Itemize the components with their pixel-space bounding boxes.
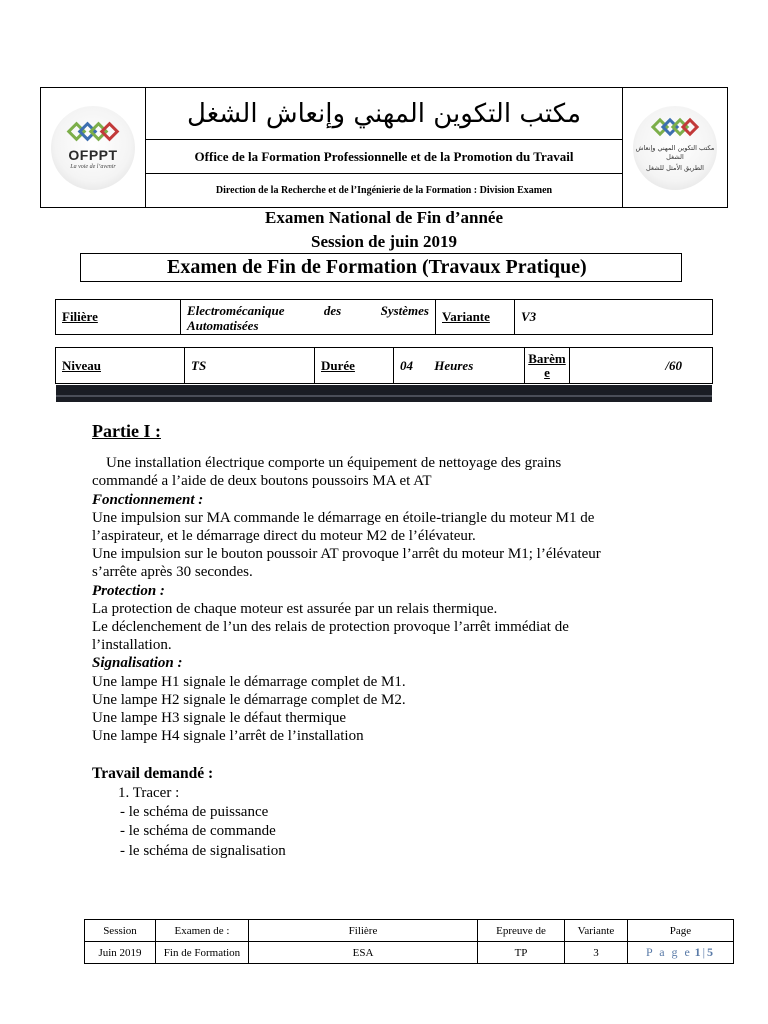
duree-value-unit: Heures (434, 357, 474, 373)
footer-header-cell: Filière (249, 920, 478, 942)
duree-label: Durée (321, 357, 355, 373)
footer-value-cell: Fin de Formation (156, 942, 249, 964)
partie-heading: Partie I : (92, 421, 161, 441)
prot-line-3: l’installation. (92, 637, 172, 654)
separator-bar-line (56, 395, 712, 397)
niveau-label-cell (56, 348, 185, 384)
intro-line-1: Une installation électrique comporte un équipement de nettoyage des grains (106, 455, 562, 472)
filiere-label-cell (56, 300, 181, 335)
filiere-label: Filière (62, 309, 98, 324)
bareme-label-cell (525, 348, 570, 384)
page-word: P a g e (645, 945, 692, 959)
page-separator: | (702, 945, 708, 959)
bareme-label-2: e (544, 364, 550, 380)
sig-line-1: Une lampe H1 signale le démarrage complet de M1. (92, 673, 406, 690)
bareme-value: /60 (570, 348, 713, 384)
fonct-line-2: l’aspirateur, et le démarrage direct du moteur M2 de l’élévateur. (92, 528, 476, 545)
filiere-word-1: Electromécanique (187, 302, 285, 318)
footer-value-cell: 3 (565, 942, 628, 964)
direction-name: Direction de la Recherche et de l’Ingénierie de la Formation : Division Examen (215, 185, 553, 196)
duree-value-num: 04 (400, 357, 413, 373)
exam-title: Examen National de Fin d’année (264, 208, 504, 227)
footer-value-cell: TP (478, 942, 565, 964)
intro-line-2: commandé a l’aide de deux boutons poussoirs MA et AT (92, 473, 432, 490)
separator-bar (56, 385, 712, 402)
exam-content (92, 422, 652, 861)
logo-left (41, 88, 146, 207)
session-title: Session de juin 2019 (311, 232, 457, 251)
filiere-value-line1 (187, 303, 429, 318)
logo-arabic-text: مكتب التكوين المهني وإنعاش الشغل (635, 143, 715, 161)
logo-tagline: La voie de l’avenir (70, 163, 116, 170)
footer-header-cell: Variante (565, 920, 628, 942)
footer-header-cell: Epreuve de (478, 920, 565, 942)
variante-value: V3 (515, 300, 713, 335)
header-center (146, 88, 622, 207)
task-item: - le schéma de signalisation (120, 842, 286, 859)
signalisation-heading: Signalisation : (92, 655, 183, 672)
niveau-label: Niveau (62, 357, 101, 373)
travail-heading: Travail demandé : (92, 765, 214, 783)
logo-arabic-tagline: الطريق الأمثل للشغل (646, 163, 704, 172)
office-name: Office de la Formation Professionnelle et de la Promotion du Travail (146, 140, 622, 174)
logo-right (622, 88, 727, 207)
task-number-1: 1. Tracer : (118, 784, 180, 801)
logo-text: OFPPT (68, 146, 118, 163)
niveau-value: TS (185, 348, 315, 384)
ofppt-logo (51, 106, 135, 190)
exam-type-title: Examen de Fin de Formation (Travaux Pratique) (80, 253, 682, 282)
spacer (92, 745, 652, 765)
footer-header-cell: Examen de : (156, 920, 249, 942)
filiere-word-2: des (323, 302, 342, 318)
fonct-line-4: s’arrête après 30 secondes. (92, 564, 253, 581)
task-item: - le schéma de puissance (120, 803, 269, 820)
bareme-label-1: Barèm (528, 350, 566, 366)
prot-line-2: Le déclenchement de l’un des relais de protection provoque l’arrêt immédiat de (92, 619, 569, 636)
footer-header-row (85, 920, 734, 942)
variante-label: Variante (442, 309, 490, 324)
page-total: 5 (707, 945, 716, 959)
footer-table (84, 919, 734, 964)
filiere-word-3: Systèmes (380, 302, 429, 318)
duree-value-cell (394, 348, 525, 384)
footer-value-cell: ESA (249, 942, 478, 964)
variante-label-cell (436, 300, 515, 335)
filiere-value-line2: Automatisées (187, 317, 259, 333)
info-table-niveau (55, 347, 713, 384)
info-table-filiere (55, 299, 713, 335)
sig-line-2: Une lampe H2 signale le démarrage complet de M2. (92, 691, 406, 708)
prot-line-1: La protection de chaque moteur est assurée par un relais thermique. (92, 600, 498, 617)
protection-heading: Protection : (92, 582, 165, 599)
footer-value-cell: Juin 2019 (85, 942, 156, 964)
task-item: - le schéma de commande (120, 823, 276, 840)
footer-header-cell: Page (628, 920, 734, 942)
filiere-value-cell (181, 300, 436, 335)
footer-value-row (85, 942, 734, 964)
arabic-title: مكتب التكوين المهني وإنعاش الشغل (146, 88, 622, 140)
fonct-line-3: Une impulsion sur le bouton poussoir AT provoque l’arrêt du moteur M1; l’élévateur (92, 546, 601, 563)
ofppt-logo-arabic (633, 106, 717, 190)
footer-header-cell: Session (85, 920, 156, 942)
sig-line-4: Une lampe H4 signale l’arrêt de l’installation (92, 728, 364, 745)
duree-label-cell (315, 348, 394, 384)
sig-line-3: Une lampe H3 signale le défaut thermique (92, 710, 347, 727)
page-number-cell (628, 942, 734, 964)
fonct-line-1: Une impulsion sur MA commande le démarrage en étoile-triangle du moteur M1 de (92, 509, 595, 526)
fonctionnement-heading: Fonctionnement : (92, 491, 204, 508)
header-box (40, 87, 728, 208)
page-current: 1 (694, 945, 703, 959)
